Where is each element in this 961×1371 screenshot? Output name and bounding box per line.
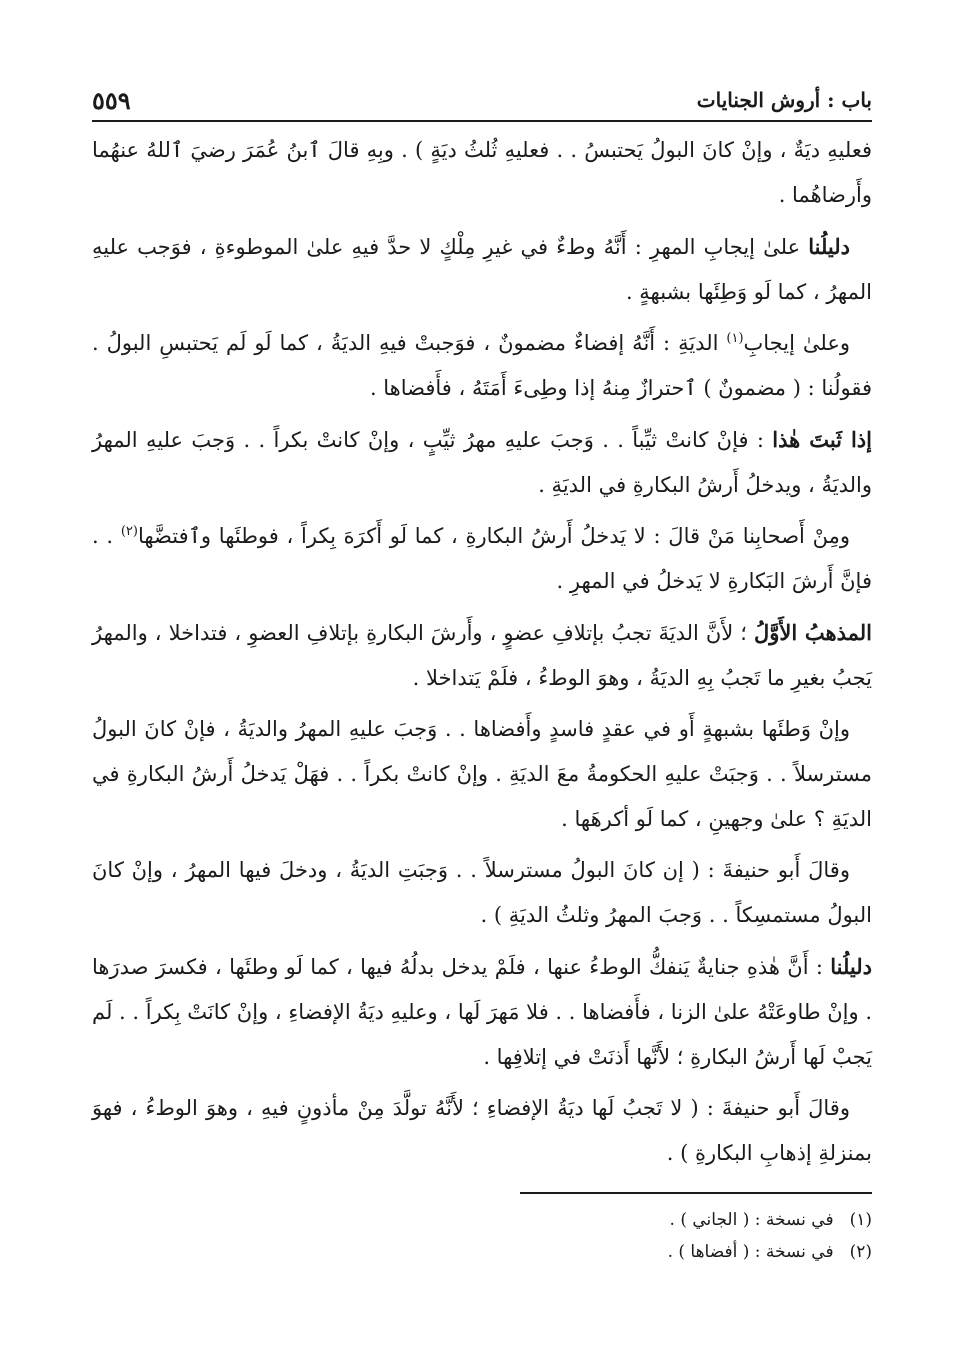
footnote-ref: (١): [726, 331, 744, 346]
paragraph-lead: المذهبُ الأَوَّلُ: [754, 620, 872, 645]
footnote-number: (١): [849, 1210, 872, 1230]
main-text: [92, 128, 872, 1182]
paragraph: وعلىٰ إيجابِ$^{(١)}$ الديَةِ : أَنَّهُ إفضاءٌ مضمونٌ ، فوَجبتْ فيهِ الديَةُ ، كما لَو لَم يَحتبسِ البولُ . فقولُنا : ( مضمونٌ ) ٱحترازٌ مِنهُ إذا وطِىءَ أَمَتَهُ ، فأَفضاها .: [92, 331, 872, 400]
paragraph: إذا ثَبتَ هٰذا : فإنْ كانتْ ثيِّباً . . وَجبَ عليهِ مهرُ ثيِّبٍ ، وإنْ كانتْ بكراً . . وَجبَ عليهِ المهرُ والديَةُ ، ويدخلُ أَرشُ البكارةِ في الديَةِ .: [92, 427, 872, 497]
chapter-title: باب : أروش الجنايات: [696, 88, 872, 112]
paragraph-lead: دليلُنا: [830, 954, 872, 979]
paragraph-lead: دليلُنا: [808, 234, 850, 259]
page-number: ٥٥٩: [92, 86, 131, 115]
paragraph: وقالَ أَبو حنيفةَ : ( لا تَجبُ لَها ديَةُ الإفضاءِ ؛ لأَنَّهُ تولَّدَ مِنْ مأذونٍ فيهِ ، وهوَ الوطءُ ، فهوَ بمنزلةِ إذهابِ البكارةِ ) .: [92, 1096, 872, 1165]
paragraph: وقالَ أَبو حنيفةَ : ( إن كانَ البولُ مسترسلاً . . وَجبَتِ الديَةُ ، ودخلَ فيها المهرُ ، وإنْ كانَ البولُ مستمسِكاً . . وَجبَ المهرُ وثلثُ الديَةِ ) .: [92, 858, 872, 927]
footnote: (٢)في نسخة : ( أفضاها ) .: [92, 1236, 872, 1268]
footnote-separator: [520, 1192, 872, 1194]
paragraph: وإنْ وَطئَها بشبهةٍ أَو في عقدٍ فاسدٍ وأَفضاها . . وَجبَ عليهِ المهرُ والديَةُ ، فإنْ كانَ البولُ مسترسلاً . . وَجبَتْ عليهِ الحكومةُ معَ الديَةِ . وإنْ كانتْ بكراً . . فهَلْ يَدخلُ أَرشُ البكارةِ في الديَةِ ؟ علىٰ وجهينِ ، كما لَو أكرهَها .: [92, 717, 872, 831]
footnote: (١)في نسخة : ( الجاني ) .: [92, 1204, 872, 1236]
header-rule: [92, 120, 872, 122]
paragraph: دليلُنا : أَنَّ هٰذهِ جنايةٌ يَنفكُّ الوطءُ عنها ، فلَمْ يدخل بدلُهُ فيها ، كما لَو وطئَها ، فكسرَ صدرَها . وإنْ طاوعَتْهُ علىٰ الزنا ، فأَفضاها . . فلا مَهرَ لَها ، وعليهِ ديَةُ الإفضاءِ ، وإنْ كانَتْ بِكراً . . لَم يَجبْ لَها أَرشُ البكارةِ ؛ لأَنَّها أَذنَتْ في إتلافِها .: [91, 954, 872, 1069]
footnotes: [92, 1204, 872, 1268]
paragraph: دليلُنا علىٰ إيجابِ المهرِ : أَنَّهُ وطءٌ في غيرِ مِلْكٍ لا حدَّ فيهِ علىٰ الموطوءةِ ، فوَجب عليهِ المهرُ ، كما لَو وَطِئَها بشبهةٍ .: [92, 234, 872, 304]
paragraph: المذهبُ الأَوَّلُ ؛ لأَنَّ الديَةَ تجبُ بإتلافِ عضوٍ ، وأَرشَ البكارةِ بإتلافِ العضوِ ، فتداخلا ، والمهرُ يَجبُ بغيرِ ما تَجبُ بِهِ الديَةُ ، وهوَ الوطءُ ، فلَمْ يَتداخلا .: [92, 620, 872, 690]
paragraph: ومِنْ أَصحابِنا مَنْ قالَ : لا يَدخلُ أَرشُ البكارةِ ، كما لَو أَكرَهَ بِكراً ، فوطئَها وٱفتضَّها$^{(٢)}$ . . فإنَّ أَرشَ البَكارةِ لا يَدخلُ في المهرِ .: [92, 524, 872, 593]
running-header: [92, 88, 872, 118]
paragraph-lead: إذا ثَبتَ هٰذا: [772, 427, 872, 452]
footnote-number: (٢): [849, 1242, 872, 1262]
paragraph: فعليهِ ديَةٌ ، وإنْ كانَ البولُ يَحتبسُ . . فعليهِ ثُلثُ ديَةٍ ) . وبِهِ قالَ ٱبنُ عُمَرَ رضيَ ٱللهُ عنهُما وأَرضاهُما .: [92, 138, 872, 207]
footnote-ref: (٢): [120, 524, 138, 539]
